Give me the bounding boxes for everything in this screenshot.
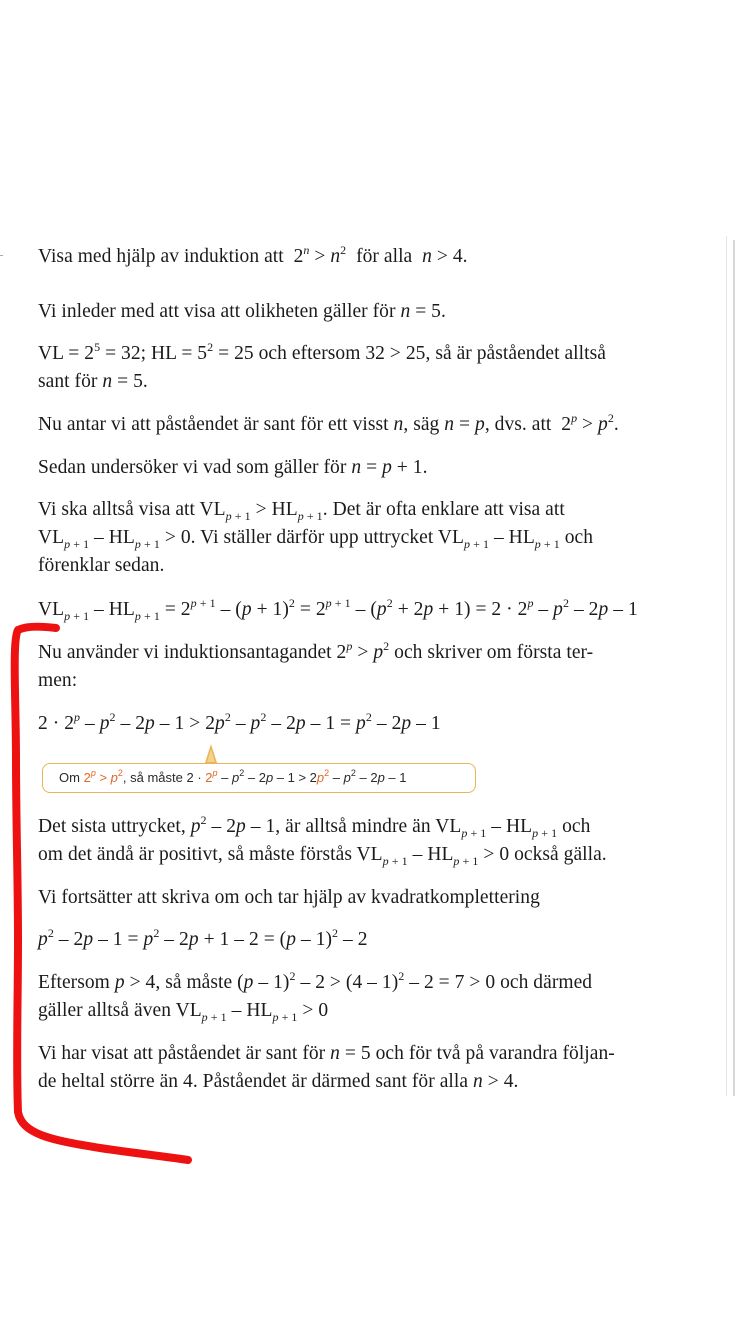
callout-note: Om $2^p > p^2$, så måste $2 \cdot 2^p - p^2 - 2p - 1 > 2p^2 - p^2 - 2p - 1$ <box>42 763 476 793</box>
completing-square-equation: $p^2 - 2p - 1 = p^2 - 2p + 1 - 2 = (p - 1)^2 - 2$ <box>38 926 368 950</box>
goal-line-3: förenklar sedan. <box>38 555 165 576</box>
conclusion-line-1: Vi har visat att påståendet är sant för n = 5 och för två på varandra följan- <box>38 1043 615 1064</box>
induction-hypothesis: Nu antar vi att påståendet är sant för ett visst n, säg n = p, dvs. att $2^p > p^2$. <box>38 411 619 435</box>
problem-statement: Visa med hjälp av induktion att $2^n > n^2$ för alla n > 4. <box>38 243 468 267</box>
use-hypothesis-line-2: men: <box>38 670 78 691</box>
goal-line-1: Vi ska alltså visa att $VL_{p + 1} > HL_{p + 1}$. Det är ofta enklare att visa att <box>38 499 565 523</box>
inequality-equation: $2 \cdot 2^p - p^2 - 2p - 1 > 2p^2 - p^2 - 2p - 1 = p^2 - 2p - 1$ <box>38 710 441 734</box>
since-line-2: gäller alltså även $VL_{p + 1} - HL_{p + 1} > 0$ <box>38 1000 329 1024</box>
use-hypothesis-line-1: Nu använder vi induktionsantagandet $2^p > p^2$ och skriver om första ter- <box>38 639 594 663</box>
goal-line-2: $VL_{p + 1} - HL_{p + 1} > 0$. Vi ställer därför upp uttrycket $VL_{p + 1} - HL_{p + 1}$ och <box>38 527 594 551</box>
since-line-1: Eftersom p > 4, så måste (p – 1)$^2$ – 2 > (4 – 1)$^2$ – 2 = 7 > 0 och därmed <box>38 969 593 993</box>
completing-square-intro: Vi fortsätter att skriva om och tar hjälp av kvadratkomplettering <box>38 887 540 908</box>
base-case-text: Vi inleder med att visa att olikheten gäller för n = 5. <box>38 301 446 322</box>
last-expression-line-2: om det ändå är positivt, så måste förstås $VL_{p + 1} - HL_{p + 1} > 0$ också gälla. <box>38 844 607 868</box>
induction-step-intro: Sedan undersöker vi vad som gäller för n = p + 1. <box>38 457 428 478</box>
base-case-conclusion: sant för n = 5. <box>38 371 148 392</box>
red-marker-stroke <box>15 627 188 1160</box>
conclusion-line-2: de heltal större än 4. Påståendet är därmed sant för alla n > 4. <box>38 1071 519 1092</box>
base-case-calc: VL = $2^5 = 32$; HL = $5^2 = 25$ och eftersom 32 > 25, så är påståendet alltså <box>38 340 606 364</box>
last-expression-line-1: Det sista uttrycket, $p^2 - 2p - 1$, är alltså mindre än $VL_{p + 1} - HL_{p + 1}$ och <box>38 813 591 840</box>
expansion-equation: $VL_{p + 1} - HL_{p + 1} = 2^{p + 1} - (p + 1)^2 = 2^{p + 1} - (p^2 + 2p + 1) = 2 \cdot 2^p - p^2 - 2p - 1$ <box>38 596 638 623</box>
